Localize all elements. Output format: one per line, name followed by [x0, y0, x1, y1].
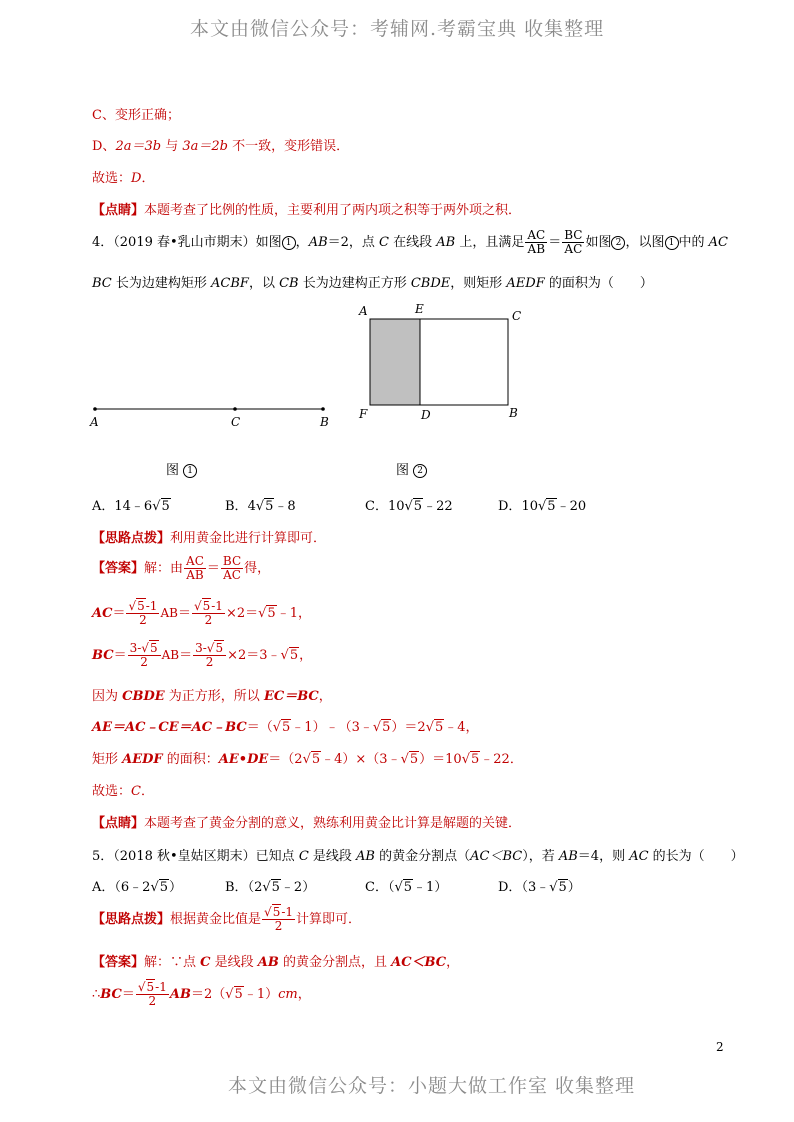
sqrt-icon: √5: [280, 648, 299, 663]
comment-text: 本题考查了比例的性质，主要利用了两内项之积等于两外项之积．: [144, 203, 522, 218]
answer-tag: 【答案】: [92, 561, 145, 576]
numerator: AC: [527, 228, 546, 242]
text: ．: [141, 171, 155, 186]
option-text: 10: [387, 499, 405, 514]
sqrt-icon: √5: [372, 720, 391, 735]
text: ×2＝: [227, 648, 260, 663]
q5-option-a[interactable]: [92, 876, 182, 895]
text: 的黄金分割点（: [374, 849, 471, 864]
radicand: 5: [547, 499, 556, 514]
q4-comment: [92, 812, 521, 831]
q4-option-c[interactable]: [365, 495, 453, 514]
text: ，以图: [625, 235, 665, 250]
label-f: F: [359, 407, 368, 421]
radicand: 5: [265, 499, 274, 514]
numerator: AC: [186, 554, 204, 568]
text: ，: [446, 955, 460, 970]
text: 上，且满足: [455, 235, 525, 250]
var: AEDF: [506, 276, 545, 291]
denominator: AC: [223, 568, 241, 582]
text: ，: [295, 235, 309, 250]
radicand: 5: [146, 980, 155, 994]
fraction: [136, 981, 169, 1008]
text: 图: [396, 463, 410, 478]
var: AEDF: [122, 752, 163, 767]
q4-hint: [92, 527, 326, 546]
text: ＝: [121, 987, 135, 1002]
q4-answer-intro: [92, 552, 270, 586]
circled-1-icon: 1: [183, 464, 197, 478]
denominator: 2: [204, 613, 213, 627]
option-text: ﹣8: [274, 499, 296, 514]
header-watermark: 本文由微信公众号：考辅网.考霸宝典 收集整理: [190, 18, 605, 40]
label-c: C: [512, 309, 522, 323]
radicand: 5: [137, 599, 145, 613]
circled-1-icon: 1: [665, 236, 679, 250]
var: AC: [629, 849, 649, 864]
label-b: B: [509, 406, 518, 420]
text: ＝: [206, 561, 220, 576]
fraction: [193, 642, 226, 669]
label-a: A: [359, 304, 368, 318]
sqrt-icon: √5: [302, 752, 321, 767]
text: 解：∵点: [144, 955, 201, 970]
option-text: （2: [247, 880, 263, 895]
denominator: 2: [274, 919, 283, 933]
circled-2-icon: 2: [413, 464, 427, 478]
radicand: 5: [282, 720, 291, 735]
point-c: [233, 407, 237, 411]
text: ，则矩形: [450, 276, 507, 291]
option-c-explanation: C、变形正确；: [92, 108, 180, 123]
comment-tag: 【点睛】: [92, 816, 145, 831]
sqrt-icon: √5: [206, 641, 224, 655]
text: 根据黄金比值是: [170, 912, 262, 927]
text: ），若: [522, 849, 559, 864]
text: ，: [299, 648, 313, 663]
sqrt-icon: √5: [150, 880, 169, 895]
text: -1: [155, 980, 167, 994]
fraction: [128, 642, 161, 669]
sqrt-icon: √5: [128, 599, 145, 613]
q4-stem-line2: [92, 272, 653, 291]
option-d-explanation: [92, 135, 349, 154]
numerator: BC: [564, 228, 583, 242]
text: ﹣22．: [480, 752, 523, 767]
radicand: 5: [413, 499, 423, 514]
numerator: [126, 600, 159, 614]
answer: D: [131, 171, 142, 186]
text: 得，: [244, 561, 271, 576]
unit: cm: [278, 987, 298, 1002]
text: -1: [145, 599, 158, 613]
text: 如图: [585, 235, 612, 250]
text: 因为: [92, 689, 123, 704]
question-number: 5．: [92, 849, 114, 864]
fraction: [221, 555, 243, 582]
text: （2018 秋•皇姑区期末）已知点: [113, 849, 299, 864]
sqrt-icon: √5: [152, 499, 170, 514]
sqrt-icon: √5: [255, 499, 274, 514]
equation: 2a＝3b: [115, 139, 162, 154]
prev-answer-choice: [92, 167, 154, 186]
sqrt-icon: √5: [394, 880, 413, 895]
circled-1-icon: 1: [282, 236, 296, 250]
radicand: 5: [149, 641, 158, 655]
var: AC＜BC: [391, 955, 447, 970]
text: 在线段: [389, 235, 437, 250]
sqrt-icon: √5: [400, 752, 419, 767]
text: ＝: [177, 606, 191, 621]
sqrt-icon: √5: [549, 880, 567, 895]
option-text: ﹣20: [556, 499, 587, 514]
sqrt-icon: √5: [264, 905, 281, 919]
sqrt-icon: √5: [425, 720, 444, 735]
text: 与: [161, 139, 183, 154]
hint-text: 利用黄金比进行计算即可．: [170, 531, 327, 546]
var: AE•DE: [218, 752, 269, 767]
var: AB: [169, 987, 191, 1002]
text: ＝: [179, 648, 193, 663]
text: ﹣4）×（3﹣: [321, 752, 401, 767]
numerator: [192, 600, 225, 614]
option-text: （: [387, 880, 395, 895]
square-cbde: [420, 319, 508, 405]
sqrt-icon: √5: [537, 499, 556, 514]
denominator: AB: [527, 242, 546, 256]
point-b: [321, 407, 325, 411]
var: AB: [308, 235, 328, 250]
point-a: [93, 407, 97, 411]
radicand: 5: [435, 720, 444, 735]
q5-hint: [92, 903, 361, 937]
text: ∴: [92, 987, 101, 1002]
sqrt-icon: √5: [193, 599, 211, 613]
q5-answer: [92, 951, 459, 970]
text: 解：由: [144, 561, 184, 576]
var: AC＜BC: [470, 849, 523, 864]
q4-option-d[interactable]: [498, 495, 586, 514]
var: BC: [100, 987, 122, 1002]
text: D、: [92, 139, 116, 154]
fraction: [562, 229, 584, 256]
var: EC＝BC: [263, 689, 319, 704]
var: ACBF: [211, 276, 249, 291]
var: C: [200, 955, 211, 970]
q4-ac-calculation: [92, 596, 311, 631]
text: ，: [297, 987, 311, 1002]
text: ，以: [248, 276, 280, 291]
option-text: ﹣2）: [280, 880, 316, 895]
hint-tag: 【思路点拨】: [92, 531, 171, 546]
numerator: [136, 981, 169, 995]
fraction: [262, 906, 295, 933]
radicand: 5: [558, 880, 567, 895]
option-text: ）: [567, 880, 581, 895]
var: AB: [558, 849, 578, 864]
text: ＝（2: [268, 752, 303, 767]
answer-tag: 【答案】: [92, 955, 145, 970]
text: ）＝2: [391, 720, 426, 735]
text: ﹣1）: [243, 987, 279, 1002]
denominator: AB: [186, 568, 204, 582]
radicand: 5: [471, 752, 480, 767]
q4-ae-calculation: [92, 716, 479, 735]
radicand: 5: [403, 880, 413, 895]
option-text: ﹣1）: [413, 880, 448, 895]
text: 长为边建构正方形: [298, 276, 411, 291]
text: 中的: [678, 235, 709, 250]
q4-option-a[interactable]: [92, 495, 171, 514]
fraction: [525, 229, 547, 256]
numerator: BC: [222, 554, 242, 568]
text: 是线段: [210, 955, 258, 970]
text: 计算即可．: [296, 912, 362, 927]
label-e: E: [415, 302, 424, 316]
text: ＝: [548, 235, 562, 250]
denominator: 2: [140, 655, 148, 669]
option-label: C．: [365, 499, 388, 514]
var: BC: [92, 648, 114, 663]
equation: 3a＝2b: [182, 139, 228, 154]
sqrt-icon: √5: [137, 980, 155, 994]
text: 的面积：: [162, 752, 219, 767]
figure-1-caption: [166, 459, 197, 478]
text: 3﹣: [259, 648, 281, 663]
option-label: D．: [498, 499, 522, 514]
radicand: 5: [311, 752, 321, 767]
text: ．: [140, 784, 154, 799]
var: BC: [92, 276, 112, 291]
radicand: 5: [289, 648, 299, 663]
answer: C: [131, 784, 141, 799]
comment-tag: 【点睛】: [92, 203, 145, 218]
option-text: 4: [247, 499, 256, 514]
text: 是线段: [308, 849, 357, 864]
sqrt-icon: √5: [258, 606, 276, 621]
text: ×2＝: [225, 606, 259, 621]
q5-option-c[interactable]: [365, 876, 447, 895]
text: ）＝10: [419, 752, 462, 767]
radicand: 5: [272, 905, 281, 919]
option-text: ）: [169, 880, 183, 895]
denominator: 2: [148, 994, 157, 1008]
text: 的长为（ ）: [648, 849, 744, 864]
var: C: [298, 849, 309, 864]
q5-option-b[interactable]: [225, 876, 315, 895]
text: 3-: [195, 641, 207, 655]
text: 为正方形，所以: [164, 689, 264, 704]
option-label: B．: [225, 499, 248, 514]
sqrt-icon: √5: [404, 499, 423, 514]
text: ﹣1，: [276, 606, 311, 621]
q4-stem-line1: [92, 228, 728, 258]
text: 长为边建构矩形: [111, 276, 212, 291]
var: AE＝AC﹣CE＝AC﹣BC: [92, 720, 247, 735]
q4-square-note: [92, 685, 332, 704]
var: CBDE: [122, 689, 165, 704]
hint-tag: 【思路点拨】: [92, 912, 171, 927]
option-text: （3﹣: [521, 880, 550, 895]
var: AB: [257, 955, 279, 970]
figure-2-caption: [396, 459, 427, 478]
denominator: 2: [205, 655, 214, 669]
option-label: A．: [92, 499, 115, 514]
sqrt-icon: √5: [262, 880, 280, 895]
text: 矩形: [92, 752, 123, 767]
option-label: A．: [92, 880, 115, 895]
numerator: [193, 642, 226, 656]
label-c: C: [231, 415, 241, 429]
question-number: 4．: [92, 235, 114, 250]
text: ＝: [112, 606, 126, 621]
radicand: 5: [234, 987, 243, 1002]
text: -1: [281, 905, 294, 919]
sqrt-icon: √5: [141, 641, 158, 655]
radicand: 5: [159, 880, 169, 895]
option-text: ﹣22: [423, 499, 453, 514]
var: AC: [92, 606, 113, 621]
text: （2019 春•乳山市期末）如图: [113, 235, 282, 250]
sqrt-icon: √5: [272, 720, 291, 735]
text: -1: [211, 599, 223, 613]
sqrt-icon: √5: [461, 752, 480, 767]
q5-bc-calculation: [92, 978, 311, 1012]
var: C: [379, 235, 389, 250]
label-d: D: [421, 408, 431, 422]
text: 故选：: [92, 784, 132, 799]
var: CBDE: [410, 276, 451, 291]
option-label: B．: [225, 880, 248, 895]
sqrt-icon: √5: [225, 987, 243, 1002]
text: ＝（: [246, 720, 273, 735]
text: 图: [166, 463, 180, 478]
comment-text: 本题考查了黄金分割的意义，熟练利用黄金比计算是解题的关键．: [144, 816, 522, 831]
circled-2-icon: 2: [611, 236, 625, 250]
q4-figures: [80, 300, 540, 480]
footer-watermark: 本文由微信公众号：小题大做工作室 收集整理: [228, 1075, 636, 1097]
text: 3-: [129, 641, 142, 655]
text: ，: [318, 689, 332, 704]
numerator: [262, 906, 295, 920]
q5-stem: [92, 845, 744, 864]
q4-area-calculation: [92, 748, 523, 767]
text: AB: [161, 648, 180, 662]
radicand: 5: [202, 599, 211, 613]
text: ＝4，则: [577, 849, 630, 864]
var: AC: [708, 235, 728, 250]
option-label: C．: [365, 880, 388, 895]
denominator: AC: [564, 242, 583, 256]
var: AB: [356, 849, 375, 864]
text: ＝: [113, 648, 127, 663]
radicand: 5: [271, 880, 280, 895]
numerator: [128, 642, 161, 656]
q4-answer-choice: [92, 780, 154, 799]
radicand: 5: [382, 720, 391, 735]
fraction: [184, 555, 206, 582]
radicand: 5: [409, 752, 419, 767]
fraction: [126, 600, 159, 627]
text: 的面积为（ ）: [544, 276, 653, 291]
q4-bc-calculation: [92, 638, 312, 673]
page-number: 2: [716, 1040, 724, 1054]
var: AB: [436, 235, 456, 250]
text: ﹣1）﹣（3﹣: [291, 720, 373, 735]
label-a: A: [90, 415, 99, 429]
label-b: B: [320, 415, 329, 429]
q5-option-d[interactable]: [498, 876, 581, 895]
radicand: 5: [267, 606, 276, 621]
text: 故选：: [92, 171, 132, 186]
fraction: [192, 600, 225, 627]
radicand: 5: [161, 499, 170, 514]
option-text: 14﹣6: [114, 499, 153, 514]
shaded-rectangle-aedf: [370, 319, 420, 405]
option-text: 10: [521, 499, 538, 514]
text: 不一致，变形错误．: [227, 139, 350, 154]
text: AB: [160, 606, 178, 620]
text: 的黄金分割点，且: [278, 955, 392, 970]
option-label: D．: [498, 880, 522, 895]
option-text: （6﹣2: [114, 880, 151, 895]
prev-comment: [92, 199, 521, 218]
var: CB: [279, 276, 299, 291]
denominator: 2: [139, 613, 147, 627]
text: ＝2，点: [327, 235, 380, 250]
radicand: 5: [215, 641, 224, 655]
q4-option-b[interactable]: [225, 495, 296, 514]
text: ﹣4，: [444, 720, 479, 735]
text: ＝2（: [190, 987, 226, 1002]
